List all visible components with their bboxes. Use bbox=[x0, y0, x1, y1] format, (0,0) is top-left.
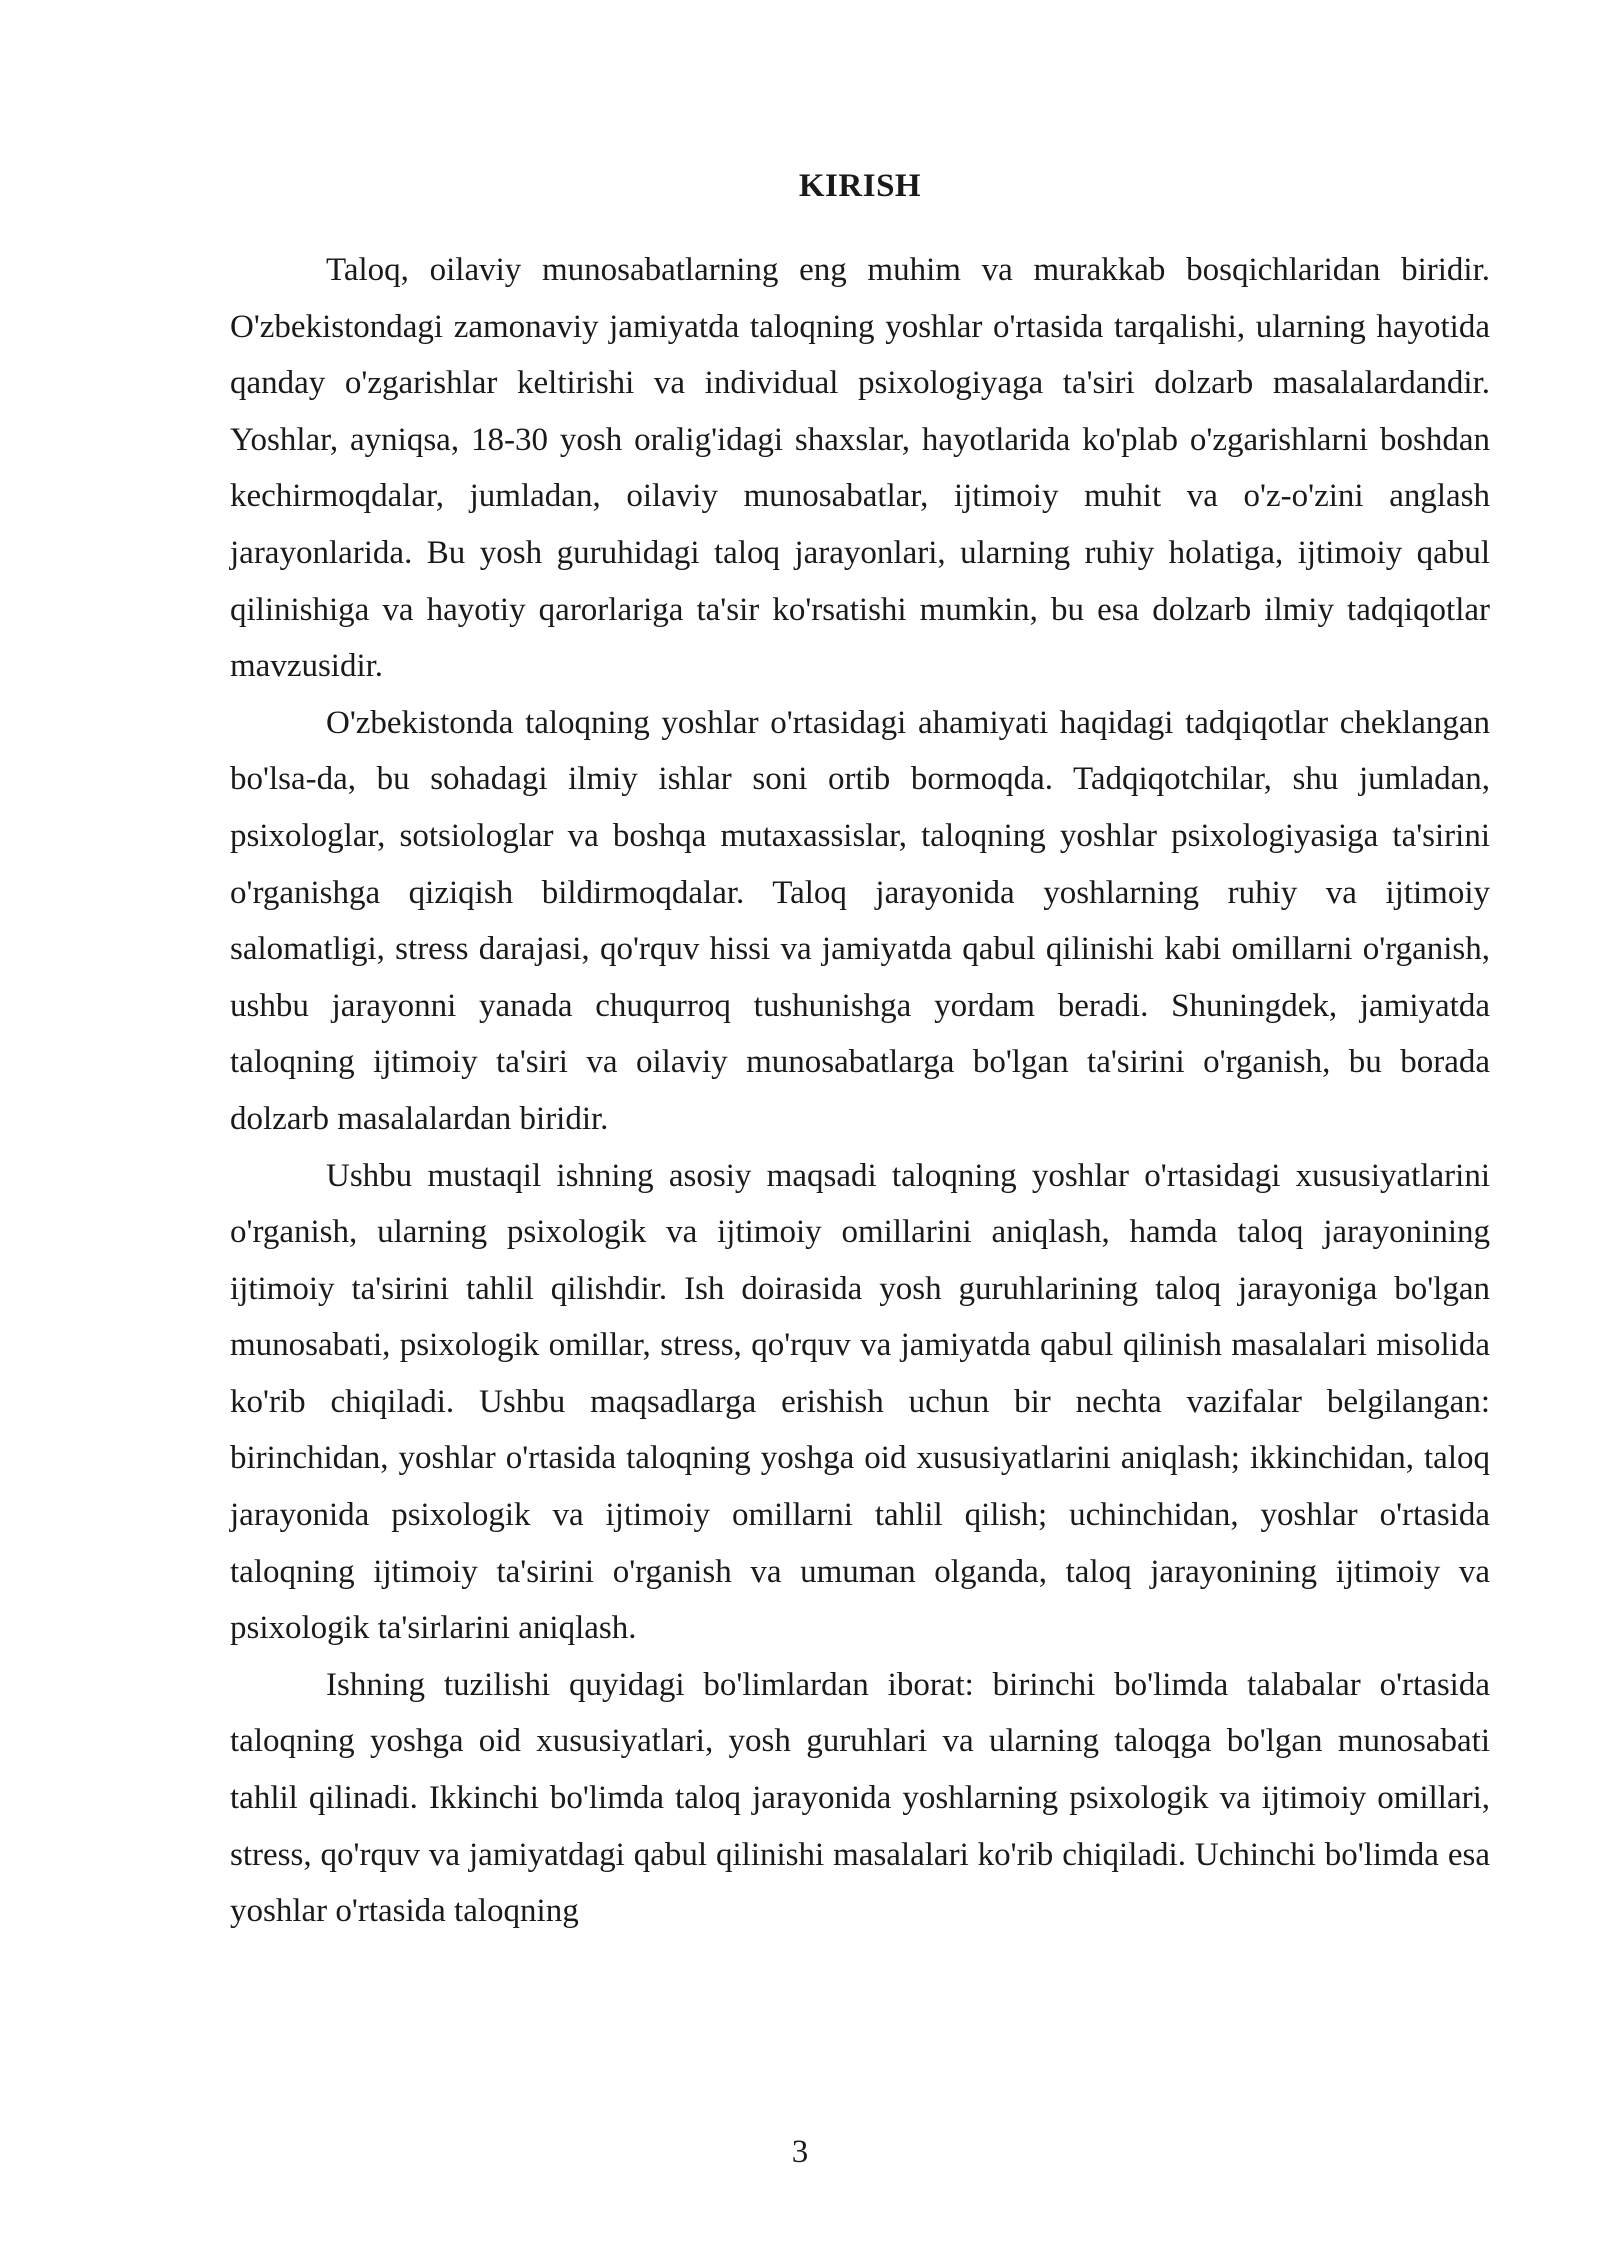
paragraph-2: O'zbekistonda taloqning yoshlar o'rtasidagi ahamiyati haqidagi tadqiqotlar cheklangan bo'lsa-da, bu sohadagi ilmiy ishlar soni ortib bormoqda. Tadqiqotchilar, shu jumladan, psixologlar, sotsiologlar va boshqa mutaxassislar, taloqning yoshlar psixologiyasiga ta'sirini o'rganishga qiziqish bildirmoqdalar. Taloq jarayonida yoshlarning ruhiy va ijtimoiy salomatligi, stress darajasi, qo'rquv hissi va jamiyatda qabul qilinishi kabi omillarni o'rganish, ushbu jarayonni yanada chuqurroq tushunishga yordam beradi. Shuningdek, jamiyatda taloqning ijtimoiy ta'siri va oilaviy munosabatlarga bo'lgan ta'sirini o'rganish, bu borada dolzarb masalalardan biridir. bbox=[230, 704, 1490, 1137]
section-heading: KIRISH bbox=[798, 168, 922, 204]
paragraph-4: Ishning tuzilishi quyidagi bo'limlardan iborat: birinchi bo'limda talabalar o'rtasida taloqning yoshga oid xususiyatlari, yosh guruhlari va ularning taloqga bo'lgan munosabati tahlil qilinadi. Ikkinchi bo'limda taloq jarayonida yoshlarning psixologik va ijtimoiy omillari, stress, qo'rquv va jamiyatdagi qabul qilinishi masalalari ko'rib chiqiladi. Uchinchi bo'limda esa yoshlar o'rtasida taloqning bbox=[230, 1666, 1490, 1930]
page-content bbox=[230, 164, 1490, 1940]
paragraph-3: Ushbu mustaqil ishning asosiy maqsadi taloqning yoshlar o'rtasidagi xususiyatlarini o'rganish, ularning psixologik va ijtimoiy omillarini aniqlash, hamda taloq jarayonining ijtimoiy ta'sirini tahlil qilishdir. Ish doirasida yosh guruhlarining taloq jarayoniga bo'lgan munosabati, psixologik omillar, stress, qo'rquv va jamiyatda qabul qilinish masalalari misolida ko'rib chiqiladi. Ushbu maqsadlarga erishish uchun bir nechta vazifalar belgilangan: birinchidan, yoshlar o'rtasida taloqning yoshga oid xususiyatlarini aniqlash; ikkinchidan, taloq jarayonida psixologik va ijtimoiy omillarni tahlil qilish; uchinchidan, yoshlar o'rtasida taloqning ijtimoiy ta'sirini o'rganish va umuman olganda, taloq jarayonining ijtimoiy va psixologik ta'sirlarini aniqlash. bbox=[230, 1157, 1490, 1647]
page-number: 3 bbox=[791, 2134, 809, 2170]
paragraph-1: Taloq, oilaviy munosabatlarning eng muhim va murakkab bosqichlaridan biridir. O'zbekistondagi zamonaviy jamiyatda taloqning yoshlar o'rtasida tarqalishi, ularning hayotida qanday o'zgarishlar keltirishi va individual psixologiyaga ta'siri dolzarb masalalardandir. Yoshlar, ayniqsa, 18-30 yosh oralig'idagi shaxslar, hayotlarida ko'plab o'zgarishlarni boshdan kechirmoqdalar, jumladan, oilaviy munosabatlar, ijtimoiy muhit va o'z-o'zini anglash jarayonlarida. Bu yosh guruhidagi taloq jarayonlari, ularning ruhiy holatiga, ijtimoiy qabul qilinishiga va hayotiy qarorlariga ta'sir ko'rsatishi mumkin, bu esa dolzarb ilmiy tadqiqotlar mavzusidir. bbox=[230, 252, 1490, 685]
